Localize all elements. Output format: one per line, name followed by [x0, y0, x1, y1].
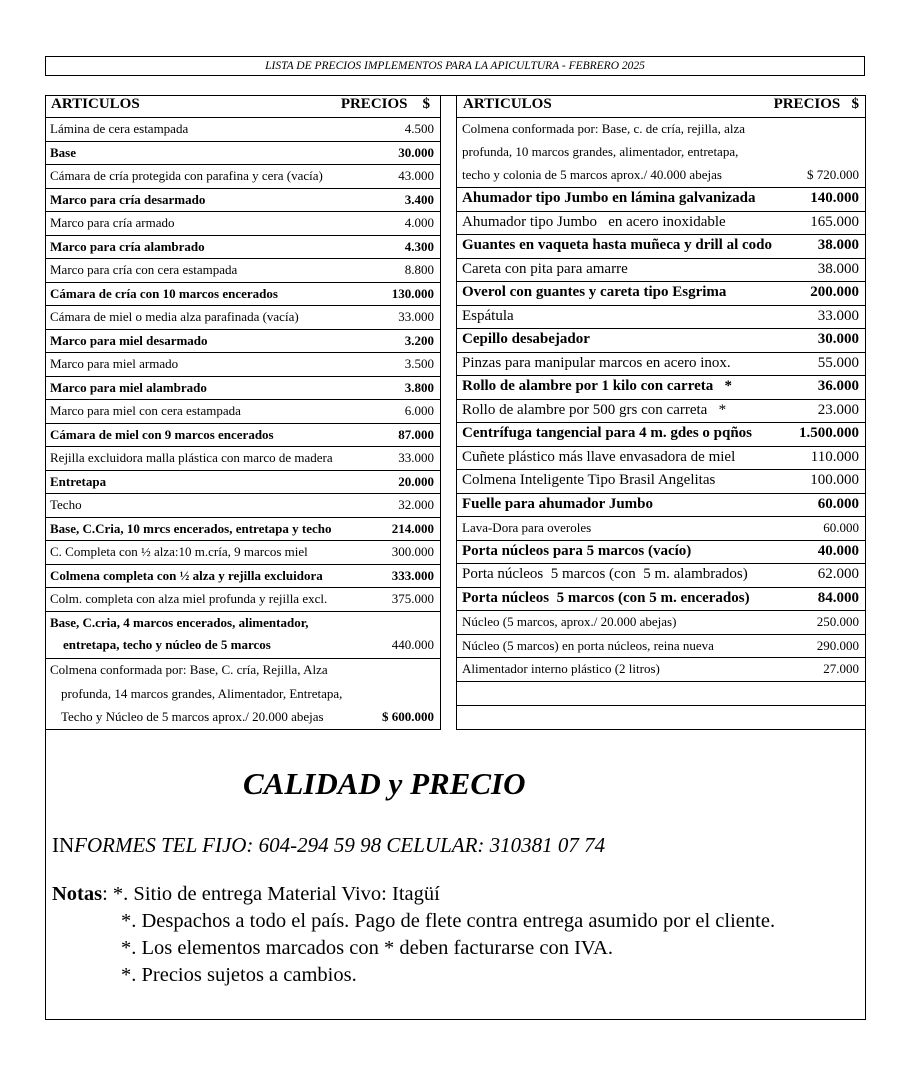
item-name: Espátula: [462, 308, 514, 324]
item-price: 3.400: [404, 192, 434, 207]
note-line: *. Despachos a todo el país. Pago de flete contra entrega asumido por el cliente.: [121, 910, 776, 932]
item-price: 33.000: [817, 308, 859, 324]
left-item-row: [45, 588, 441, 612]
item-name: Base: [50, 145, 76, 160]
item-name: Porta núcleos 5 marcos (con 5 m. alambrados): [462, 566, 748, 582]
item-name: Marco para miel con cera estampada: [50, 403, 241, 418]
item-price: 33.000: [398, 309, 434, 324]
right-item-row: [456, 588, 866, 611]
item-name: Techo: [50, 497, 82, 512]
left-item-row: [45, 189, 441, 212]
item-name: Fuelle para ahumador Jumbo: [462, 496, 653, 512]
price-list-title: LISTA DE PRECIOS IMPLEMENTOS PARA LA APICULTURA - FEBRERO 2025: [45, 56, 865, 76]
left-item-row: [45, 565, 441, 588]
item-price: 4.300: [404, 239, 434, 254]
item-name: Ahumador tipo Jumbo en lámina galvanizada: [462, 190, 756, 206]
item-price: 33.000: [398, 450, 434, 465]
item-price: 20.000: [398, 474, 434, 489]
item-name: Marco para cría armado: [50, 215, 175, 230]
left-item-row: [45, 306, 441, 330]
right-colmena-price: $ 720.000: [807, 167, 859, 182]
item-price: 300.000: [391, 544, 434, 559]
item-price: 250.000: [816, 614, 859, 629]
item-price: 60.000: [817, 496, 859, 512]
item-price: 110.000: [810, 449, 859, 465]
right-item-row: [456, 212, 866, 235]
right-item-row: [456, 282, 866, 306]
item-price: 290.000: [816, 638, 859, 653]
item-name: Cuñete plástico más llave envasadora de miel: [462, 449, 736, 465]
item-price: 32.000: [398, 497, 434, 512]
left-combo-row: [45, 612, 441, 659]
item-name: Marco para cría alambrado: [50, 239, 205, 254]
right-item-row: [456, 658, 866, 682]
right-item-row: [456, 423, 866, 447]
item-name: Rollo de alambre por 1 kilo con carreta *: [462, 378, 732, 394]
right-item-row: [456, 353, 866, 376]
item-price: 87.000: [398, 427, 434, 442]
left-item-row: [45, 447, 441, 471]
item-name: Careta con pita para amarre: [462, 261, 628, 277]
item-name: Base, C.Cria, 10 mrcs encerados, entretapa y techo: [50, 521, 332, 536]
left-item-row: [45, 118, 441, 142]
item-name: Núcleo (5 marcos, aprox./ 20.000 abejas): [462, 614, 677, 629]
contact-info: [52, 833, 605, 858]
item-price: 4.000: [404, 215, 434, 230]
right-item-row: [456, 188, 866, 212]
left-colmena-row: [45, 659, 441, 730]
item-name: Cámara de cría protegida con parafina y cera (vacía): [50, 168, 323, 183]
item-name: Marco para cría con cera estampada: [50, 262, 238, 277]
item-price: 43.000: [398, 168, 434, 183]
item-price: 30.000: [817, 331, 859, 347]
right-item-row: [456, 259, 866, 282]
item-name: Colm. completa con alza miel profunda y rejilla excl.: [50, 591, 328, 606]
note-line: *. Precios sujetos a cambios.: [121, 964, 357, 986]
item-price: 375.000: [391, 591, 434, 606]
note-line: [52, 881, 775, 908]
item-price: 1.500.000: [799, 425, 859, 441]
item-name: Rollo de alambre por 500 grs con carreta *: [462, 402, 727, 418]
left-item-row: [45, 377, 441, 400]
left-precios-header: PRECIOS $: [340, 96, 430, 112]
item-price: 165.000: [810, 214, 859, 230]
item-name: Rejilla excluidora malla plástica con marco de madera: [50, 450, 333, 465]
item-name: Porta núcleos para 5 marcos (vacío): [462, 543, 692, 559]
right-item-row: [456, 611, 866, 635]
left-combo-line1: Base, C.cria, 4 marcos encerados, alimentador,: [50, 615, 309, 630]
left-colmena-line1: Colmena conformada por: Base, C. cría, Rejilla, Alza: [50, 662, 328, 677]
item-name: Alimentador interno plástico (2 litros): [462, 661, 660, 676]
item-price: 27.000: [823, 661, 859, 676]
item-price: 140.000: [810, 190, 859, 206]
right-colmena-row: [456, 118, 866, 188]
item-price: 36.000: [817, 378, 859, 394]
item-price: 62.000: [817, 566, 859, 582]
left-item-row: [45, 236, 441, 259]
left-item-row: [45, 283, 441, 306]
left-item-row: [45, 212, 441, 236]
notes-label: Notas: [52, 883, 103, 905]
right-colmena-line3: techo y colonia de 5 marcos aprox./ 40.000 abejas: [462, 167, 722, 182]
right-item-row: [456, 447, 866, 470]
right-item-row: [456, 517, 866, 541]
left-colmena-line3: Techo y Núcleo de 5 marcos aprox./ 20.000 abejas: [61, 709, 324, 724]
item-price: 55.000: [817, 355, 859, 371]
item-name: Guantes en vaqueta hasta muñeca y drill al codo: [462, 237, 773, 253]
item-price: 3.200: [404, 333, 434, 348]
item-price: 40.000: [817, 543, 859, 559]
right-item-row: [456, 400, 866, 423]
contact-prefix: IN: [52, 833, 75, 857]
right-colmena-line1: Colmena conformada por: Base, c. de cría, rejilla, alza: [462, 121, 745, 136]
left-item-row: [45, 259, 441, 283]
item-name: Marco para miel desarmado: [50, 333, 208, 348]
item-name: Marco para miel alambrado: [50, 380, 207, 395]
item-name: Lava-Dora para overoles: [462, 520, 592, 535]
right-empty-row: [456, 682, 866, 706]
left-item-row: [45, 400, 441, 424]
notes-block: [52, 881, 775, 989]
item-price: 23.000: [817, 402, 859, 418]
left-colmena-price: $ 600.000: [382, 709, 434, 724]
item-price: 130.000: [391, 286, 434, 301]
right-precios-header: PRECIOS $: [773, 96, 859, 112]
left-combo-price: 440.000: [391, 637, 434, 652]
item-price: 38.000: [817, 261, 859, 277]
item-price: 333.000: [391, 568, 434, 583]
item-price: 6.000: [404, 403, 434, 418]
right-item-row: [456, 494, 866, 517]
note-line: *. Los elementos marcados con * deben facturarse con IVA.: [121, 937, 614, 959]
item-name: Overol con guantes y careta tipo Esgrima: [462, 284, 727, 300]
left-item-row: [45, 494, 441, 518]
left-articulos-header: ARTICULOS: [51, 96, 140, 112]
right-item-row: [456, 235, 866, 259]
left-item-row: [45, 353, 441, 377]
left-item-row: [45, 541, 441, 565]
item-name: Lámina de cera estampada: [50, 121, 189, 136]
right-item-row: [456, 306, 866, 329]
left-item-row: [45, 424, 441, 447]
left-item-row: [45, 165, 441, 189]
item-name: Entretapa: [50, 474, 107, 489]
item-price: 8.800: [404, 262, 434, 277]
right-item-row: [456, 470, 866, 494]
item-price: 30.000: [398, 145, 434, 160]
left-item-row: [45, 330, 441, 353]
item-name: Pinzas para manipular marcos en acero inox.: [462, 355, 731, 371]
left-combo-line2: entretapa, techo y núcleo de 5 marcos: [63, 637, 271, 652]
item-name: Cámara de miel con 9 marcos encerados: [50, 427, 274, 442]
item-name: Marco para cría desarmado: [50, 192, 206, 207]
item-price: 100.000: [810, 472, 859, 488]
left-item-row: [45, 471, 441, 494]
item-name: Cámara de miel o media alza parafinada (vacía): [50, 309, 299, 324]
item-name: Cámara de cría con 10 marcos encerados: [50, 286, 278, 301]
left-header-row: [45, 95, 441, 118]
right-item-row: [456, 564, 866, 588]
item-price: 3.500: [404, 356, 434, 371]
item-name: Colmena Inteligente Tipo Brasil Angelitas: [462, 472, 716, 488]
right-item-row: [456, 635, 866, 658]
right-price-column: [456, 95, 866, 730]
left-item-row: [45, 142, 441, 165]
right-colmena-line2: profunda, 10 marcos grandes, alimentador, entretapa,: [462, 144, 739, 159]
item-name: Cepillo desabejador: [462, 331, 590, 347]
right-header-row: [456, 95, 866, 118]
item-name: Núcleo (5 marcos) en porta núcleos, reina nueva: [462, 638, 714, 653]
left-colmena-line2: profunda, 14 marcos grandes, Alimentador, Entretapa,: [61, 686, 343, 701]
right-articulos-header: ARTICULOS: [463, 96, 552, 112]
item-price: 3.800: [404, 380, 434, 395]
item-price: 4.500: [404, 121, 434, 136]
item-price: 38.000: [817, 237, 859, 253]
calidad-slogan: CALIDAD y PRECIO: [243, 766, 526, 801]
right-empty-row: [456, 706, 866, 730]
left-item-row: [45, 518, 441, 541]
right-item-row: [456, 376, 866, 400]
item-price: 200.000: [810, 284, 859, 300]
right-item-row: [456, 541, 866, 564]
item-price: 84.000: [817, 590, 859, 606]
item-name: Centrífuga tangencial para 4 m. gdes o pqños: [462, 425, 753, 441]
item-name: Marco para miel armado: [50, 356, 179, 371]
item-name: Colmena completa con ½ alza y rejilla excluidora: [50, 568, 323, 583]
item-price: 214.000: [391, 521, 434, 536]
item-name: C. Completa con ½ alza:10 m.cría, 9 marcos miel: [50, 544, 308, 559]
left-price-column: [45, 95, 441, 730]
contact-phones: FORMES TEL FIJO: 604-294 59 98 CELULAR: 310381 07 74: [74, 833, 606, 857]
item-price: 60.000: [823, 520, 859, 535]
right-item-row: [456, 329, 866, 353]
item-name: Porta núcleos 5 marcos (con 5 m. encerados): [462, 590, 750, 606]
note-text: : *. Sitio de entrega Material Vivo: Itagüí: [102, 883, 440, 905]
item-name: Ahumador tipo Jumbo en acero inoxidable: [462, 214, 726, 230]
